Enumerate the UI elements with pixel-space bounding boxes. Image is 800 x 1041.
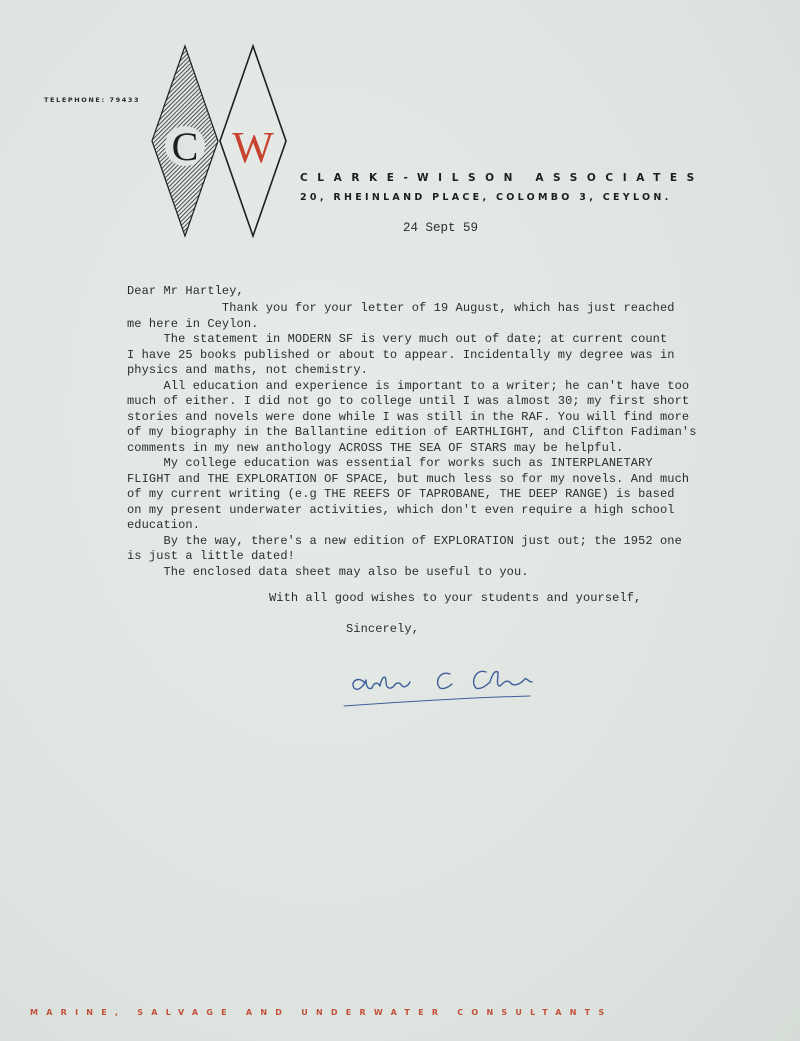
signature-text: Arthur C Clarke <box>435 682 445 683</box>
logo-letter-w: W <box>232 123 274 172</box>
body-line: I have 25 books published or about to appear. Incidentally my degree was in <box>127 348 675 362</box>
body-line: of my biography in the Ballantine edition of EARTHLIGHT, and Clifton Fadiman's <box>127 425 697 439</box>
body-line: of my current writing (e.g THE REEFS OF TAPROBANE, THE DEEP RANGE) is based <box>127 487 675 501</box>
sign-off: Sincerely, <box>346 622 420 636</box>
handwritten-signature <box>340 652 540 710</box>
body-line: By the way, there's a new edition of EXPLORATION just out; the 1952 one <box>127 534 682 548</box>
closing-line: With all good wishes to your students and yourself, <box>269 591 642 605</box>
body-line: All education and experience is important to a writer; he can't have too <box>127 379 690 393</box>
body-line: me here in Ceylon. <box>127 317 259 331</box>
body-line: is just a little dated! <box>127 549 295 563</box>
body-line: much of either. I did not go to college until I was almost 30; my first short <box>127 394 690 408</box>
letter-date: 24 Sept 59 <box>403 221 479 235</box>
company-address: 20, RHEINLAND PLACE, COLOMBO 3, CEYLON. <box>300 192 672 203</box>
body-line: The enclosed data sheet may also be useful to you. <box>127 565 529 579</box>
footer-tagline: MARINE, SALVAGE AND UNDERWATER CONSULTANTS <box>30 1008 613 1017</box>
body-line: FLIGHT and THE EXPLORATION OF SPACE, but much less so for my novels. And much <box>127 472 690 486</box>
telephone-number: TELEPHONE: 79433 <box>44 96 141 104</box>
cw-logo <box>150 44 290 238</box>
body-line: education. <box>127 518 201 532</box>
company-name: CLARKE-WILSON ASSOCIATES <box>300 172 704 184</box>
body-line: comments in my new anthology ACROSS THE SEA OF STARS may be helpful. <box>127 441 624 455</box>
body-line: My college education was essential for works such as INTERPLANETARY <box>127 456 653 470</box>
body-line: stories and novels were done while I was still in the RAF. You will find more <box>127 410 690 424</box>
greeting: Dear Mr Hartley, <box>127 284 244 298</box>
logo-letter-c: C <box>171 124 199 169</box>
body-line: Thank you for your letter of 19 August, which has just reached <box>127 301 675 315</box>
body-line: The statement in MODERN SF is very much out of date; at current count <box>127 332 668 346</box>
body-line: physics and maths, not chemistry. <box>127 363 368 377</box>
body-line: on my present underwater activities, which don't even require a high school <box>127 503 675 517</box>
